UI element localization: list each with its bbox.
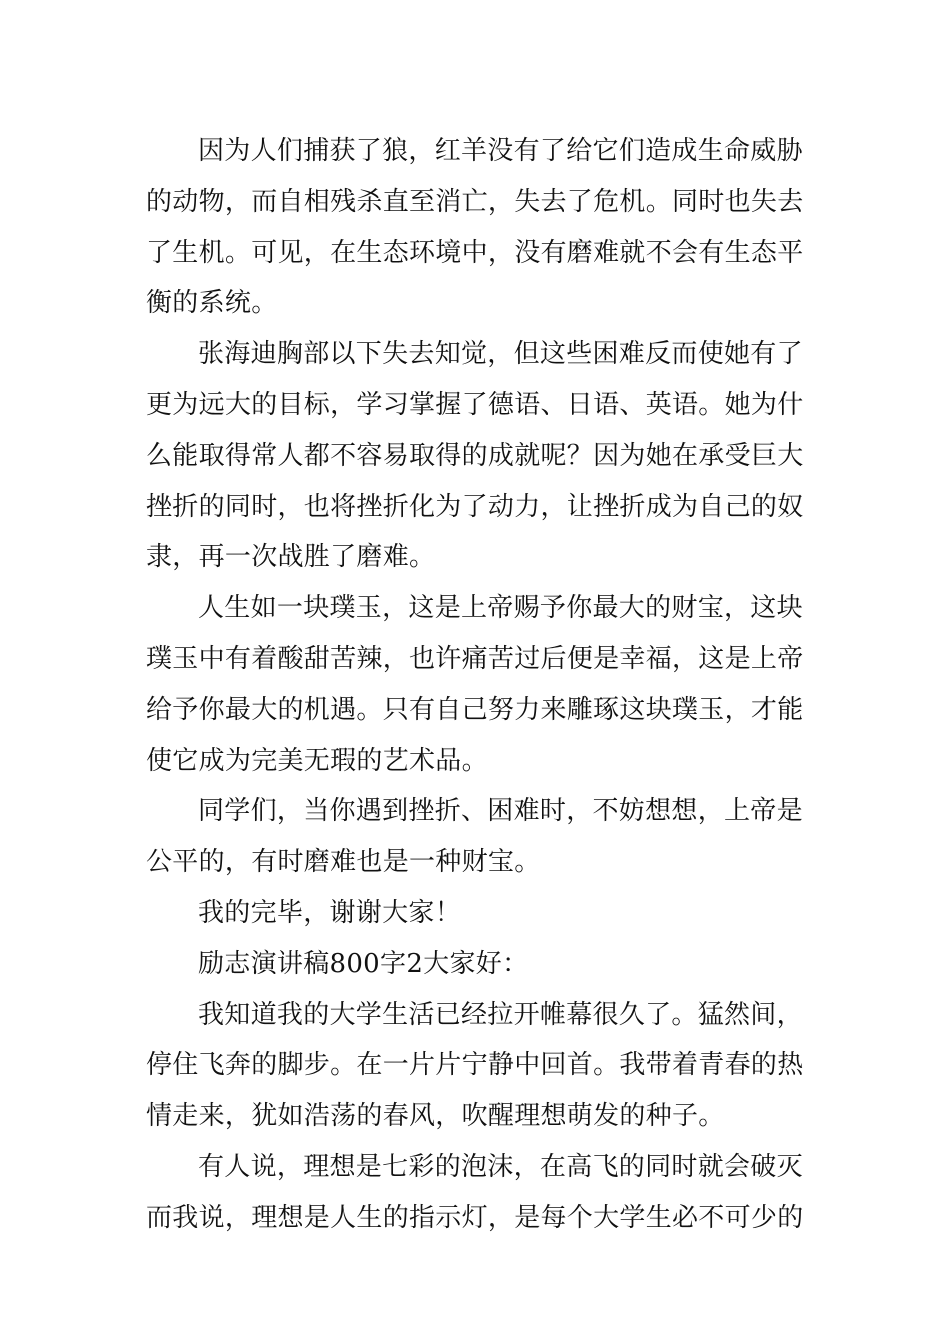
text-line: 我的完毕，谢谢大家！ — [198, 897, 462, 928]
text-line: 励志演讲稿800字2大家好： — [198, 948, 529, 979]
text-line: 而我说，理想是人生的指示灯，是每个大学生必不可少的 — [146, 1202, 804, 1233]
text-line: 衡的系统。 — [146, 288, 278, 319]
text-line: 同学们，当你遇到挫折、困难时，不妨想想，上帝是 — [198, 796, 803, 827]
text-line: 公平的，有时磨难也是一种财宝。 — [146, 847, 541, 878]
paragraph-wolf-sheep — [146, 126, 808, 329]
document-body — [146, 126, 808, 1244]
text-line: 挫折的同时，也将挫折化为了动力，让挫折成为自己的奴 — [146, 491, 804, 522]
text-line: 因为人们捕获了狼，红羊没有了给它们造成生命威胁 — [198, 136, 803, 166]
text-line: 情走来，犹如浩荡的春风，吹醒理想萌发的种子。 — [146, 1101, 725, 1132]
text-line: 隶，再一次战胜了磨难。 — [146, 542, 436, 573]
text-line: 了生机。可见，在生态环境中，没有磨难就不会有生态平 — [146, 237, 804, 268]
paragraph-ideals — [146, 1142, 808, 1244]
text-line: 停住飞奔的脚步。在一片片宁静中回首。我带着青春的热 — [146, 1050, 804, 1081]
paragraph-speech-heading — [146, 939, 808, 990]
paragraph-zhang-haidi — [146, 329, 808, 583]
paragraph-closing — [146, 888, 808, 939]
text-line: 的动物，而自相残杀直至消亡，失去了危机。同时也失去 — [146, 186, 804, 217]
text-line: 么能取得常人都不容易取得的成就呢？因为她在承受巨大 — [146, 440, 804, 471]
text-line: 更为远大的目标，学习掌握了德语、日语、英语。她为什 — [146, 389, 804, 420]
paragraph-classmates — [146, 786, 808, 888]
paragraph-jade — [146, 583, 808, 786]
text-line: 人生如一块璞玉，这是上帝赐予你最大的财宝，这块 — [198, 593, 803, 624]
text-line: 有人说，理想是七彩的泡沫，在高飞的同时就会破灭 — [198, 1151, 803, 1182]
text-line: 我知道我的大学生活已经拉开帷幕很久了。猛然间， — [198, 999, 803, 1030]
text-line: 璞玉中有着酸甜苦辣，也许痛苦过后便是幸福，这是上帝 — [146, 643, 804, 674]
text-line: 使它成为完美无瑕的艺术品。 — [146, 745, 488, 776]
paragraph-university-life — [146, 990, 808, 1142]
text-line: 张海迪胸部以下失去知觉，但这些困难反而使她有了 — [198, 339, 803, 370]
text-line: 给予你最大的机遇。只有自己努力来雕琢这块璞玉，才能 — [146, 694, 804, 725]
